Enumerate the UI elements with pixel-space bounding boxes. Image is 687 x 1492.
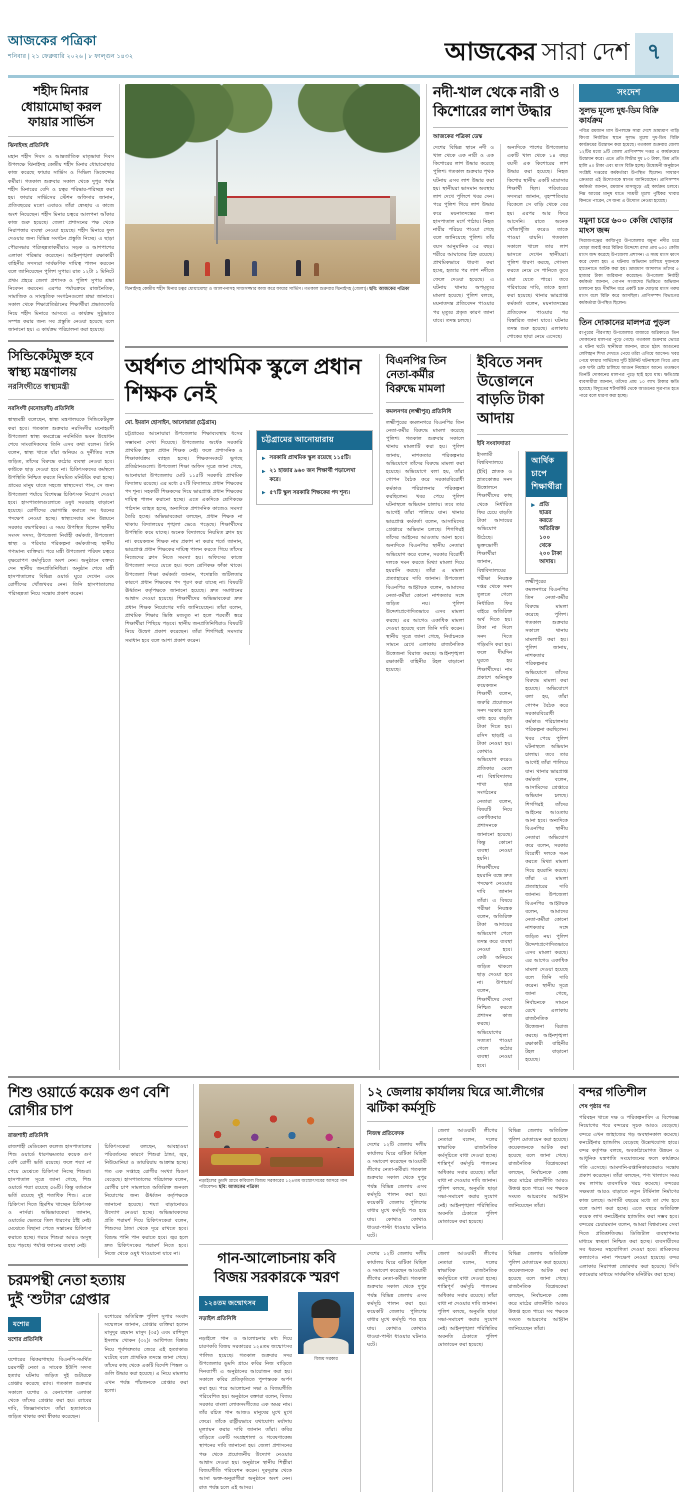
- column-bottom-right: [574, 1084, 679, 1492]
- story-primary-schools: [125, 354, 379, 1070]
- infobox-header: আর্থিক চাপে শিক্ষার্থীরা: [526, 452, 567, 497]
- infobox-item: ৫৭টি স্কুল সরকারি শিক্ষকের পদ শূন্য।: [262, 489, 368, 497]
- headline-line1: গান-আলোচনায় কবি: [217, 1251, 336, 1268]
- story-shooter-arrest: [8, 1272, 188, 1421]
- story-columns: [8, 1143, 188, 1259]
- portrait-caption: বিজয় সরকার: [314, 1356, 338, 1361]
- publication-date: শনিবার | ২১ ফেব্রুয়ারি ২০২৬ | ৮ ফাল্গুন ১৪৩২: [8, 53, 134, 61]
- article-body: লক্ষ্মীপুরের কমলনগরে বিএনপির তিন নেতা-কর্মীর বিরুদ্ধে মামলা করেছে পুলিশ। গতকাল শুক্রবার সকালে থানায় মামলাটি করা হয়। পুলিশ জানায়, নাশকতার পরিকল্পনার অভিযোগে তাঁদের বিরুদ্ধে মামলা করা হয়েছে। অভিযোগে বলা হয়, তাঁরা গোপন বৈঠক করে সরকারবিরোধী কর্মকাণ্ড পরিচালনার পরিকল্পনা করছিলেন। খবর পেয়ে পুলিশ ঘটনাস্থলে অভিযান চালায়। তবে তার আগেই তাঁরা পালিয়ে যান। থানার ভারপ্রাপ্ত কর্মকর্তা বলেন, আসামিদের গ্রেপ্তারে অভিযান চলছে। শিগগিরই তাঁদের আইনের আওতায় আনা হবে। অন্যদিকে বিএনপির স্থানীয় নেতারা অভিযোগ করে বলেন, সরকার বিরোধী দলকে দমন করতে মিথ্যা মামলা দিয়ে হয়রানি করছে। তাঁরা এ মামলা প্রত্যাহারের দাবি জানান। উপজেলা বিএনপির আহ্বায়ক বলেন, আমাদের নেতা-কর্মীরা কোনো নাশকতার সঙ্গে জড়িত নয়। পুলিশ উদ্দেশ্যপ্রণোদিতভাবে এসব মামলা করছে। এর আগেও একাধিক মামলা দেওয়া হয়েছে বলে তিনি দাবি করেন। স্থানীয় সূত্রে জানা গেছে, নির্বাচনকে সামনে রেখে এলাকায় রাজনৈতিক উত্তেজনা বিরাজ করছে। আইনশৃঙ্খলা রক্ষাকারী বাহিনীর টহল বাড়ানো হয়েছে।: [386, 419, 464, 674]
- divider: [8, 340, 114, 342]
- sidebar-sangbad: [574, 84, 679, 1070]
- sidebar-item-body: রংপুরের পীরগাছা উপজেলার বাজারে অগ্নিকাণ্ডে তিন দোকানের মালপত্র পুড়ে গেছে। গতকাল শুক্রবার ভোরে এ ঘটনা ঘটে। স্থানীয়রা জানান, রাতে হঠাৎ আগুনের লেলিহান শিখা দেখতে পেয়ে তাঁরা এগিয়ে আসেন। খবর পেয়ে ফায়ার সার্ভিসের দুটি ইউনিট ঘটনাস্থলে গিয়ে প্রায় এক ঘণ্টা চেষ্টা চালিয়ে আগুন নিয়ন্ত্রণে আনে। ততক্ষণে তিনটি দোকানের মালপত্র পুড়ে ছাই হয়ে যায়। ক্ষতিগ্রস্ত ব্যবসায়ীরা জানান, তাঁদের প্রায় ১০ লাখ টাকার ক্ষতি হয়েছে। বিদ্যুতের শর্টসার্কিট থেকে আগুনের সূত্রপাত হতে পারে বলে ধারণা করা হচ্ছে।: [579, 330, 679, 399]
- article-body-col2: চিকিৎসকেরা বলছেন, আবহাওয়া পরিবর্তনের কারণে শিশুরা ঠান্ডা, জ্বর, নিউমোনিয়া ও ডায়রিয়ায় আক্রান্ত হচ্ছে। গত এক সপ্তাহে রোগীর সংখ্যা দ্বিগুণ বেড়েছে। হাসপাতালের পরিচালক বলেন, রোগীর চাপ সামলাতে অতিরিক্ত জনবল নিয়োগের জন্য ঊর্ধ্বতন কর্তৃপক্ষকে জানানো হয়েছে। শয্যা বাড়ানোরও উদ্যোগ নেওয়া হচ্ছে। অভিভাবকদের প্রতি পরামর্শ দিয়ে চিকিৎসকেরা বলেন, শিশুদের ঠান্ডা থেকে দূরে রাখতে হবে। বিশুদ্ধ পানি পান করাতে হবে। জ্বর হলে দ্রুত চিকিৎসকের পরামর্শ নিতে হবে। নিজে থেকে ওষুধ খাওয়ানো যাবে না।: [104, 1143, 188, 1258]
- story-columns: [477, 451, 568, 1070]
- masthead: [8, 30, 679, 76]
- headline-line2: দুই ‘শুটার’ গ্রেপ্তার: [8, 1291, 110, 1308]
- story-columns: [433, 144, 568, 342]
- article-body-col1: ইসলামী বিশ্ববিদ্যালয়ে (ইবি) স্নাতক ও স্নাতকোত্তর সনদ উত্তোলনে শিক্ষার্থীদের কাছ থেকে নির্ধারিত ফির চেয়ে বাড়তি টাকা আদায়ের অভিযোগ উঠেছে। ভুক্তভোগী শিক্ষার্থীরা জানান, বিশ্ববিদ্যালয়ের পরীক্ষা নিয়ন্ত্রক দপ্তর থেকে সনদ তুলতে গেলে নির্ধারিত ফির বাইরে অতিরিক্ত অর্থ দিতে হয়। টাকা না দিলে সনদ দিতে গড়িমসি করা হয়। ফলে দীর্ঘদিন ঘুরতে হয় শিক্ষার্থীদের। নাম প্রকাশে অনিচ্ছুক কয়েকজন শিক্ষার্থী বলেন, জরুরি প্রয়োজনে সনদ দরকার হলে বাধ্য হয়ে বাড়তি টাকা দিতে হয়। রসিদ ছাড়াই এ টাকা নেওয়া হয়। কোথাও অভিযোগ করেও প্রতিকার মেলে না। বিশ্ববিদ্যালয় শাখা ছাত্র সংগঠনের নেতারা বলেন, বিষয়টি নিয়ে একাধিকবার প্রশাসনকে জানানো হয়েছে। কিন্তু কোনো ব্যবস্থা নেওয়া হয়নি। শিক্ষার্থীদের হয়রানি বন্ধে দ্রুত পদক্ষেপ নেওয়ার দাবি জানান তাঁরা। এ বিষয়ে পরীক্ষা নিয়ন্ত্রক বলেন, অতিরিক্ত টাকা আদায়ের অভিযোগ পেলে তদন্ত করে ব্যবস্থা নেওয়া হবে। কেউ অনিয়মে জড়িত থাকলে ছাড় দেওয়া হবে না। উপাচার্য বলেন, শিক্ষার্থীদের সেবা নিশ্চিত করতে প্রশাসন কাজ করছে। অভিযোগের সত্যতা পাওয়া গেলে কঠোর ব্যবস্থা নেওয়া হবে।: [477, 452, 513, 1069]
- story-awami-program: [361, 1084, 568, 1241]
- headline: নদী-খাল থেকে নারী ও কিশোরের লাশ উদ্ধার: [433, 85, 560, 120]
- photo-shahid-minar: [125, 84, 420, 284]
- article-body-col: [125, 430, 243, 645]
- page-number: ৭: [635, 33, 673, 75]
- headline: শিশু ওয়ার্ডে কয়েক গুণ বেশি রোগীর চাপ: [8, 1084, 170, 1120]
- top-block: [125, 84, 568, 342]
- headline: বিএনপির তিন নেতা-কর্মীর বিরুদ্ধে মামলা: [386, 354, 447, 396]
- awami-continuation: [361, 1250, 568, 1491]
- sidebar-item-title: সুলভ মূল্যে দুধ-ডিম বিক্রি কার্যক্রম: [579, 106, 659, 125]
- photo-poet-portrait: [298, 1292, 354, 1354]
- column-left: [8, 84, 119, 1070]
- byline: শেষ পৃষ্ঠার পর: [579, 1104, 610, 1111]
- article-body-cont1: দেশের ১২টি জেলায় দলীয় কার্যালয় ঘিরে ঝটিকা মিছিল ও সমাবেশ করেছেন আওয়ামী লীগের নেতা-কর্মীরা। গতকাল শুক্রবার সকাল থেকে দুপুর পর্যন্ত বিভিন্ন জেলায় এসব কর্মসূচি পালন করা হয়। কয়েকটি জেলায় পুলিশের বাধার মুখে কর্মসূচি পণ্ড হয়ে যায়। কোথাও কোথাও ধাওয়া-পাল্টা ধাওয়ার ঘটনাও ঘটে।: [367, 1251, 427, 1349]
- infobox-item: ২১ হাজার ৯৬০ জন শিক্ষার্থী পড়ালেখা করে।: [262, 467, 368, 483]
- sidebar-item-body: সিরাজগঞ্জের কাজিপুর উপজেলার যমুনা নদীর চরে ঘোড়া জবাই করে বিক্রির উদ্দেশ্যে রাখা প্রায় ৬০০ কেজি মাংস জব্দ করেছে উপজেলা প্রশাসন। এ সময় মাংস ধ্বংস করে ফেলা হয়। এ ঘটনায় অভিযান চালিয়ে দুজনকে হাতেনাতে আটক করা হয়। ভ্রাম্যমাণ আদালত তাঁদের ৫ হাজার টাকা জরিমানা করেছেন। উপজেলা নির্বাহী কর্মকর্তা জানান, গোপন সংবাদের ভিত্তিতে অভিযান চালানো হয়। দীর্ঘদিন ধরে একটি চক্র ঘোড়ার মাংস গরুর মাংস বলে বিক্রি করে আসছিল। প্রাণিসম্পদ বিভাগের কর্মকর্তারা উপস্থিত ছিলেন।: [579, 237, 679, 306]
- story-columns: [367, 1127, 568, 1240]
- article-body-col1: নিজস্ব প্রতিবেদক দেশের ১২টি জেলায় দলীয় কার্যালয় ঘিরে ঝটিকা মিছিল ও সমাবেশ করেছেন আওয়ামী লীগের নেতা-কর্মীরা। গতকাল শুক্রবার সকাল থেকে দুপুর পর্যন্ত বিভিন্ন জেলায় এসব কর্মসূচি পালন করা হয়। কয়েকটি জেলায় পুলিশের বাধার মুখে কর্মসূচি পণ্ড হয়ে যায়। কোথাও কোথাও ধাওয়া-পাল্টা ধাওয়ার ঘটনাও ঘটে।: [367, 1131, 427, 1240]
- article-body-cont3: বিভিন্ন জেলায় অতিরিক্ত পুলিশ মোতায়েন করা হয়েছে। কয়েকজনকে আটক করা হয়েছে বলে জানা গেছে। রাজনৈতিক বিশ্লেষকেরা বলছেন, নির্বাচনকে কেন্দ্র করে মাঠের রাজনীতি আরও উত্তপ্ত হতে পারে। সব পক্ষকে সংযত আচরণের আহ্বান জানিয়েছেন তাঁরা।: [508, 1251, 569, 1332]
- byline: নিজস্ব প্রতিবেদক: [367, 1131, 405, 1138]
- column-bottom-center: [194, 1084, 573, 1492]
- infobox-item: প্রতি ছাত্রর করতে অতিরিক্ত ১০০ থেকে ২০০ টাকা আদায়।: [531, 501, 562, 566]
- sidebar-item-title: যমুনা চরে ৬০০ কেজি ঘোড়ার মাংস জব্দ: [579, 215, 673, 235]
- divider: [125, 346, 568, 348]
- infobox-col: [256, 430, 374, 645]
- byline: নরসিংদী (মনোহরদী) প্রতিনিধি: [8, 406, 75, 413]
- infobox-header: চট্টগ্রামের আনোয়ারায়: [257, 431, 373, 450]
- story-river-bodies: [427, 84, 568, 342]
- infobox-col: [525, 451, 568, 1070]
- byline: আজকের পত্রিকা ডেস্ক: [433, 133, 483, 140]
- headline: ইবিতে সনদ উত্তোলনে বাড়তি টাকা আদায়: [477, 354, 544, 428]
- sidebar-item: [579, 318, 679, 400]
- photo-caption: ঝিনাইদহ কেন্দ্রীয় শহীদ মিনার চত্বর ধোয়ামোছা ও আলপনাসহ সাজসজ্জার কাজ করে ফায়ার সার্ভিস। গতকাল শুক্রবার ঝিনাইদহ (জেলা)। ছবি: আজকের পত্রিকা: [125, 286, 410, 291]
- page-body: [8, 84, 679, 1070]
- byline: নড়াইল প্রতিনিধি: [199, 1316, 237, 1322]
- story-columns: [8, 1313, 188, 1422]
- main-photo-block: [125, 84, 426, 342]
- article-body-col2: যশোরের অতিরিক্ত পুলিশ সুপার সংবাদ সম্মেলনে জানান, গ্রেপ্তার ব্যক্তিরা হলেন মাসুদুর রহমান মাসুদ (৩৫) এবং রাশিদুল ইসলাম খোকন (৩২)। আধিপত্য বিস্তার নিয়ে পূর্বশত্রুতার জেরে এই হত্যাকাণ্ড ঘটেছে বলে প্রাথমিক তদন্তে জানা গেছে। তাঁদের কাছ থেকে একটি বিদেশি পিস্তল ও গুলি উদ্ধার করা হয়েছে। এ নিয়ে মামলায় এখন পর্যন্ত পাঁচজনকে গ্রেপ্তার করা হলো।: [104, 1313, 188, 1394]
- article-body: পরিবহন খাতে দক্ষ ও পরিকল্পনাবিদ এ বিশেষজ্ঞ নিয়োগের পরে বন্দরের সূচক আরও বেড়েছে। বন্দরে এখন জাহাজের গড় অবস্থানকাল কমেছে। কনটেইনার হ্যান্ডলিং বেড়েছে উল্লেখযোগ্য হারে। বন্দর কর্তৃপক্ষ বলছে, অবকাঠামোগত উন্নয়ন ও আধুনিক যন্ত্রপাতি সংযোজনের ফলে কার্যক্রমে গতি এসেছে। আমদানি-রপ্তানিকারকেরাও সন্তোষ প্রকাশ করেছেন। তাঁরা বলছেন, পণ্য খালাসে সময় কম লাগায় ব্যবসায়িক খরচ কমেছে। বন্দরের সক্ষমতা আরও বাড়াতে নতুন টার্মিনাল নির্মাণের কাজ চলছে। আগামী বছরের মধ্যে তা শেষ হবে বলে আশা করা হচ্ছে। এতে বছরে অতিরিক্ত কয়েক লাখ কনটেইনার হ্যান্ডলিং করা সম্ভব হবে। বন্দরের চেয়ারম্যান বলেন, আমরা বিশ্বমানের সেবা দিতে প্রতিশ্রুতিবদ্ধ। ডিজিটাল ব্যবস্থাপনার মাধ্যমে স্বচ্ছতা নিশ্চিত করা হচ্ছে। ব্যবসায়ীদের সব ধরনের সহযোগিতা দেওয়া হবে। শ্রমিকদের কল্যাণেও নানা পদক্ষেপ নেওয়া হয়েছে। বন্দর এলাকার নিরাপত্তা জোরদার করা হয়েছে। সিসি ক্যামেরার মাধ্যমে সার্বক্ষণিক মনিটরিং করা হচ্ছে।: [579, 1115, 679, 1278]
- story-bnp-case: [380, 354, 470, 1070]
- headline: শহীদ মিনার ধোয়ামোছা করল ফায়ার সার্ভিস: [20, 84, 102, 130]
- byline: ঝিনাইদহ প্রতিনিধি: [8, 142, 49, 149]
- newspaper-page: [0, 30, 687, 1491]
- masthead-rule: [8, 75, 679, 78]
- byline: যশোর প্রতিনিধি: [8, 1336, 43, 1343]
- story-shahid-minar: [8, 84, 114, 334]
- photo-caption: নড়াইলের ডুমদি গ্রামে কবিয়াল বিজয় সরকারের ১২৪তম জন্মোৎসবের আসরে গান পরিবেশন। ছবি: আজকের পত্রিকা: [199, 1177, 348, 1189]
- event-tag: ১২৪তম জন্মোৎসব: [199, 1296, 268, 1311]
- article-body-col1: রাজশাহী মেডিকেল কলেজ হাসপাতালের শিশু ওয়ার্ডে ধারণক্ষমতার কয়েক গুণ বেশি রোগী ভর্তি রয়েছে। ফলে শয্যা না পেয়ে মেঝেতে চিকিৎসা নিচ্ছে শিশুরা। হাসপাতাল সূত্রে জানা গেছে, শিশু ওয়ার্ডে শয্যা রয়েছে ৫৬টি। কিন্তু বর্তমানে ভর্তি রয়েছে দুই শতাধিক শিশু। এতে চিকিৎসা দিতে হিমশিম খাচ্ছেন চিকিৎসক ও নার্সরা। অভিভাবকেরা জানান, ওয়ার্ডের ভেতরে তিল ধারণের ঠাঁই নেই। মেঝেতে বিছানা পেতে সন্তানের চিকিৎসা করাতে হচ্ছে। গরমে শিশুরা আরও অসুস্থ হয়ে পড়ছে। পর্যাপ্ত ফ্যানের ব্যবস্থা নেই।: [8, 1143, 92, 1249]
- infobox-body: [526, 497, 567, 573]
- story-poet-remembrance: [199, 1250, 568, 1491]
- photo-poet-festival: [199, 1084, 354, 1176]
- column-center: [120, 84, 573, 1070]
- sidebar-item-title: তিন দোকানের মালপত্র পুড়ল: [579, 318, 670, 328]
- story-ibi-certificate: [471, 354, 568, 1070]
- infobox-body: [257, 450, 373, 503]
- byline: ইবি সংবাদদাতা: [477, 441, 511, 448]
- article-body-col3: বিভিন্ন জেলায় অতিরিক্ত পুলিশ মোতায়েন করা হয়েছে। কয়েকজনকে আটক করা হয়েছে বলে জানা গেছে। রাজনৈতিক বিশ্লেষকেরা বলছেন, নির্বাচনকে কেন্দ্র করে মাঠের রাজনীতি আরও উত্তপ্ত হতে পারে। সব পক্ষকে সংযত আচরণের আহ্বান জানিয়েছেন তাঁরা।: [508, 1128, 569, 1209]
- infobox-item: সরকারি প্রাথমিক স্কুল রয়েছে ১১৫টি।: [262, 454, 368, 462]
- poet-portrait-col: [298, 1292, 354, 1492]
- section-title-light: সারা দেশ: [541, 38, 629, 66]
- masthead-left: [8, 30, 258, 62]
- section-title-area: [258, 30, 679, 75]
- column-bottom-left: [8, 1084, 193, 1492]
- section-divider: [8, 1076, 679, 1078]
- middle-block: [125, 354, 568, 1070]
- publication-name: আজকের পত্রিকা: [8, 33, 97, 48]
- photo-block-poet: [199, 1084, 360, 1241]
- headline: ১২ জেলায় কার্যালয় ঘিরে আ.লীগের ঝটিকা কর্মসূচি: [367, 1084, 544, 1116]
- bottom-body: [8, 1084, 679, 1492]
- article-body: স্বাস্থ্যমন্ত্রী বলেছেন, স্বাস্থ্য মন্ত্রণালয়কে সিন্ডিকেটমুক্ত করা হবে। গতকাল শুক্রবার নরসিংদীর মনোহরদী উপজেলা স্বাস্থ্য কমপ্লেক্সে নবনির্মিত ভবন উদ্বোধন শেষে সাংবাদিকদের তিনি এসব কথা বলেন। তিনি বলেন, স্বাস্থ্য খাতে যাঁরা অনিয়ম ও দুর্নীতির সঙ্গে জড়িত, তাঁদের বিরুদ্ধে কঠোর ব্যবস্থা নেওয়া হবে। কাউকে ছাড় দেওয়া হবে না। চিকিৎসকদের কর্মস্থলে উপস্থিতি নিশ্চিত করতে নিয়মিত মনিটরিং করা হচ্ছে। গ্রামের মানুষ যাতে সহজে স্বাস্থ্যসেবা পান, সে জন্য উপজেলা পর্যায়ে বিশেষজ্ঞ চিকিৎসক নিয়োগ দেওয়া হবে। হাসপাতালগুলোতে ওষুধ সরবরাহ বাড়ানো হয়েছে। রোগীদের ভোগান্তি কমাতে সব ধরনের পদক্ষেপ নেওয়া হচ্ছে। স্বাস্থ্যসেবার মান উন্নয়নে সরকার বদ্ধপরিকর। এ সময় উপস্থিত ছিলেন স্থানীয় সংসদ সদস্য, উপজেলা নির্বাহী কর্মকর্তা, উপজেলা স্বাস্থ্য ও পরিবার পরিকল্পনা কর্মকর্তাসহ স্থানীয় গণ্যমান্য ব্যক্তিরা। পরে মন্ত্রী উপজেলা পরিষদ চত্বরে বৃক্ষরোপণ কর্মসূচিতে অংশ নেন। অনুষ্ঠানে বক্তব্য দেন স্থানীয় জনপ্রতিনিধিরা। অনুষ্ঠান শেষে মন্ত্রী হাসপাতালের বিভিন্ন ওয়ার্ড ঘুরে দেখেন এবং রোগীদের খোঁজখবর নেন। তিনি হাসপাতালের পরিচ্ছন্নতা নিয়ে সন্তোষ প্রকাশ করেন।: [8, 417, 114, 597]
- poet-text-col: [199, 1292, 292, 1492]
- article-body-cont: লক্ষ্মীপুরের কমলনগরে বিএনপির তিন নেতা-কর্মীর বিরুদ্ধে মামলা করেছে পুলিশ। গতকাল শুক্রবার সকালে থানায় মামলাটি করা হয়। পুলিশ জানায়, নাশকতার পরিকল্পনার অভিযোগে তাঁদের বিরুদ্ধে মামলা করা হয়েছে। অভিযোগে বলা হয়, তাঁরা গোপন বৈঠক করে সরকারবিরোধী কর্মকাণ্ড পরিচালনার পরিকল্পনা করছিলেন। খবর পেয়ে পুলিশ ঘটনাস্থলে অভিযান চালায়। তবে তার আগেই তাঁরা পালিয়ে যান। থানার ভারপ্রাপ্ত কর্মকর্তা বলেন, আসামিদের গ্রেপ্তারে অভিযান চলছে। শিগগিরই তাঁদের আইনের আওতায় আনা হবে। অন্যদিকে বিএনপির স্থানীয় নেতারা অভিযোগ করে বলেন, সরকার বিরোধী দলকে দমন করতে মিথ্যা মামলা দিয়ে হয়রানি করছে। তাঁরা এ মামলা প্রত্যাহারের দাবি জানান। উপজেলা বিএনপির আহ্বায়ক বলেন, আমাদের নেতা-কর্মীরা কোনো নাশকতার সঙ্গে জড়িত নয়। পুলিশ উদ্দেশ্যপ্রণোদিতভাবে এসব মামলা করছে। এর আগেও একাধিক মামলা দেওয়া হয়েছে বলে তিনি দাবি করেন। স্থানীয় সূত্রে জানা গেছে, নির্বাচনকে সামনে রেখে এলাকায় রাজনৈতিক উত্তেজনা বিরাজ করছে। আইনশৃঙ্খলা রক্ষাকারী বাহিনীর টহল বাড়ানো হয়েছে।: [525, 578, 568, 1064]
- headline: বন্দর গতিশীল: [579, 1084, 647, 1099]
- article-body-cont2: জেলা আওয়ামী লীগের নেতারা বলেন, দলের স্বাভাবিক রাজনৈতিক কর্মসূচিতে বাধা দেওয়া হচ্ছে। শান্তিপূর্ণ কর্মসূচি পালনের অধিকার সবার রয়েছে। তাঁরা বাধা না দেওয়ার দাবি জানান। পুলিশ বলছে, অনুমতি ছাড়া সভা-সমাবেশ করার সুযোগ নেই। আইনশৃঙ্খলা পরিস্থিতির অবনতি ঠেকাতে পুলিশ মোতায়েন করা হয়েছে।: [437, 1251, 498, 1349]
- article-body: চট্টগ্রামের আনোয়ারা উপজেলার শিক্ষাব্যবস্থায় ধসের সম্ভাবনা দেখা দিয়েছে। উপজেলার অর্ধেক সরকারি প্রাথমিক স্কুলে প্রধান শিক্ষক নেই। ফলে প্রশাসনিক ও শিক্ষাকার্যক্রম ব্যাহত হচ্ছে। শিক্ষকসংকটে ভুগছে প্রতিষ্ঠানগুলো। উপজেলা শিক্ষা অফিস সূত্রে জানা গেছে, আনোয়ারা উপজেলায় মোট ১১৫টি সরকারি প্রাথমিক বিদ্যালয় রয়েছে। এর মধ্যে ৫৭টি বিদ্যালয়ে প্রধান শিক্ষকের পদ শূন্য। সহকারী শিক্ষকদের দিয়ে ভারপ্রাপ্ত প্রধান শিক্ষকের দায়িত্ব পালন করানো হচ্ছে। এতে একদিকে শ্রেণিকক্ষে পাঠদান ব্যাহত হচ্ছে, অন্যদিকে প্রশাসনিক কাজেও সমস্যা তৈরি হচ্ছে। অভিভাবকেরা বলছেন, প্রধান শিক্ষক না থাকায় বিদ্যালয়ের শৃঙ্খলা ভেঙে পড়েছে। শিক্ষার্থীদের উপস্থিতি কমে যাচ্ছে। অনেক বিদ্যালয়ে নিয়মিত ক্লাস হয় না। কয়েকজন শিক্ষক নাম প্রকাশ না করার শর্তে জানান, ভারপ্রাপ্ত প্রধান শিক্ষকের দায়িত্ব পালন করতে গিয়ে তাঁদের নিজেদের ক্লাস নিতে সমস্যা হয়। অফিসের কাজে উপজেলা সদরে যেতে হয়। ফলে শ্রেণিকক্ষ ফাঁকা থাকে। উপজেলা শিক্ষা কর্মকর্তা জানান, পদোন্নতি জটিলতার কারণে প্রধান শিক্ষকের পদ পূরণ করা যাচ্ছে না। বিষয়টি ঊর্ধ্বতন কর্তৃপক্ষকে জানানো হয়েছে। দ্রুত সমাধানের আশ্বাস দেওয়া হয়েছে। শিক্ষার্থীদের অভিভাবকেরা দ্রুত প্রধান শিক্ষক নিয়োগের দাবি জানিয়েছেন। তাঁরা বলেন, প্রাথমিক শিক্ষার ভিত্তি মজবুত না হলে পরবর্তী স্তরে শিক্ষার্থীরা পিছিয়ে পড়বে। স্থানীয় জনপ্রতিনিধিরাও বিষয়টি নিয়ে উদ্বেগ প্রকাশ করেছেন। তাঁরা শিগগিরই সমস্যার সমাধান হবে বলে আশা প্রকাশ করেন।: [125, 431, 243, 644]
- subheadline: নরসিংদীতে স্বাস্থ্যমন্ত্রী: [8, 382, 70, 392]
- story-columns: [125, 430, 373, 645]
- section-title-bold: আজকের: [444, 38, 536, 66]
- byline: কমলনগর (লক্ষ্মীপুর) প্রতিনিধি: [386, 408, 452, 415]
- sidebar-header: সংদেশ: [579, 84, 679, 102]
- headline-line2: বিজয় সরকারকে স্মরণ: [214, 1270, 339, 1287]
- photo-credit: ছবি: আজকের পত্রিকা: [369, 286, 410, 291]
- sidebar-item: [579, 106, 679, 205]
- article-body-col2: অন্যদিকে পাশের উপজেলার একটি খাল থেকে ১৪ বছর বয়সী এক কিশোরের লাশ উদ্ধার করা হয়েছে। নিহত কিশোর স্থানীয় একটি মাদ্রাসার শিক্ষার্থী ছিল। পরিবারের সদস্যরা জানান, বৃহস্পতিবার বিকেলে সে বাড়ি থেকে বের হয়। এরপর আর ফিরে আসেনি। রাতে অনেক খোঁজাখুঁজি করেও তাকে পাওয়া যায়নি। গতকাল সকালে খালে তার লাশ ভাসতে দেখেন স্থানীয়রা। পুলিশ ধারণা করছে, গোসল করতে নেমে সে পানিতে ডুবে মারা যেতে পারে। তবে পরিবারের দাবি, তাকে হত্যা করা হয়েছে। থানার ভারপ্রাপ্ত কর্মকর্তা বলেন, ময়নাতদন্তের প্রতিবেদন পাওয়ার পর বিস্তারিত জানা যাবে। ঘটনার তদন্ত শুরু হয়েছে। এলাকায় শোকের ছায়া নেমে এসেছে।: [507, 144, 568, 341]
- headline: অর্ধশত প্রাথমিক স্কুলে প্রধান শিক্ষক নেই: [125, 353, 362, 406]
- headline-line1: চরমপন্থী নেতা হত্যায়: [8, 1273, 126, 1290]
- divider: [199, 1244, 568, 1245]
- sidebar-item-body: পবিত্র রমজান মাস উপলক্ষে সারা দেশে ভ্রাম্যমাণ গাড়ি কিংবা নির্ধারিত স্থানে সুলভ মূল্যে দুধ-ডিম বিক্রি কার্যক্রমের উদ্বোধন করা হয়েছে। গতকাল শুক্রবার জেলা ১২টির মধ্যে ৯টি জেলা প্রাণিসম্পদ দপ্তর এ কার্যক্রমের উদ্বোধন করে। এতে প্রতি লিটার দুধ ৮০ টাকা, ডিম প্রতি হালি ৪০ টাকা এবং মাংস বিক্রি হচ্ছে। উদ্বোধনী অনুষ্ঠানে সংশ্লিষ্ট দপ্তরের কর্মকর্তারা উপস্থিত ছিলেন। সাধারণ ক্রেতারা এই উদ্যোগকে স্বাগত জানিয়েছেন। প্রাণিসম্পদ কর্মকর্তা জানান, রমজান মাসজুড়ে এই কার্যক্রম চলবে। নিম্ন আয়ের মানুষ যাতে সাশ্রয়ী মূল্যে পুষ্টিকর খাবার কিনতে পারেন, সে জন্য এ উদ্যোগ নেওয়া হয়েছে।: [579, 128, 679, 203]
- infobox-student-cost: [525, 451, 568, 574]
- article-body-col1: [8, 1313, 92, 1422]
- story-health-ministry: [8, 348, 114, 598]
- byline: মো. ইমরান হোসাইন, আনোয়ারা (চট্টগ্রাম): [125, 420, 217, 427]
- article-body-col2: জেলা আওয়ামী লীগের নেতারা বলেন, দলের স্বাভাবিক রাজনৈতিক কর্মসূচিতে বাধা দেওয়া হচ্ছে। শান্তিপূর্ণ কর্মসূচি পালনের অধিকার সবার রয়েছে। তাঁরা বাধা না দেওয়ার দাবি জানান। পুলিশ বলছে, অনুমতি ছাড়া সভা-সমাবেশ করার সুযোগ নেই। আইনশৃঙ্খলা পরিস্থিতির অবনতি ঠেকাতে পুলিশ মোতায়েন করা হয়েছে।: [437, 1128, 498, 1226]
- infobox-anowara: [256, 430, 374, 504]
- article-body: যশোরের ঝিকরগাছায় বিএনপি-সমর্থিত চরমপন্থী নেতা ও সাবেক ইউপি সদস্য হত্যার ঘটনায় জড়িত দুই শুটারকে গ্রেপ্তার করেছে র‍্যাব। গতকাল শুক্রবার সকালে যশোর ও বেনাপোল এলাকা থেকে তাঁদের গ্রেপ্তার করা হয়। র‍্যাবের দাবি, জিজ্ঞাসাবাদে তাঁরা হত্যাকাণ্ডে জড়িত থাকার কথা স্বীকার করেছেন।: [8, 1356, 92, 1421]
- byline: রাজশাহী প্রতিনিধি: [8, 1132, 49, 1139]
- story-child-ward: [8, 1084, 188, 1259]
- story-port: [579, 1084, 679, 1279]
- article-body: নড়াইলে গান ও আলোচনার মধ্য দিয়ে চারণকবি বিজয় সরকারের ১২৪তম জন্মোৎসব পালিত হয়েছে। গতকাল শুক্রবার সদর উপজেলার ডুমদি গ্রামে কবির নিজ বাড়িতে দিনব্যাপী এ অনুষ্ঠানের আয়োজন করা হয়। সকালে কবির প্রতিকৃতিতে পুষ্পস্তবক অর্পণ করা হয়। পরে আলোচনা সভা ও বিজয়গীতি পরিবেশিত হয়। অনুষ্ঠানে বক্তারা বলেন, বিজয় সরকার বাংলা লোকসংগীতের এক অমর নাম। তাঁর রচিত গান আজও মানুষের মুখে মুখে ফেরে। তাঁকে রাষ্ট্রীয়ভাবে যথাযোগ্য মর্যাদায় মূল্যায়ন করার দাবি জানান তাঁরা। কবির বাড়িতে একটি সংগ্রহশালা ও গবেষণাকেন্দ্র স্থাপনের দাবি জানানো হয়। জেলা প্রশাসনের পক্ষ থেকে প্রয়োজনীয় উদ্যোগ নেওয়ার আশ্বাস দেওয়া হয়। অনুষ্ঠানে স্থানীয় শিল্পীরা বিজয়গীতি পরিবেশন করেন। দূরদূরান্ত থেকে আসা ভক্ত-অনুরাগীরা অনুষ্ঠানে অংশ নেন। রাত পর্যন্ত চলে এই আসর।: [199, 1336, 292, 1491]
- sidebar-item: [579, 216, 679, 308]
- bottom-top-block: [199, 1084, 568, 1241]
- photo-credit: ছবি: আজকের পত্রিকা: [218, 1183, 259, 1189]
- divider: [8, 1264, 188, 1266]
- headline: সিন্ডিকেটমুক্ত হবে স্বাস্থ্য মন্ত্রণালয়: [8, 349, 94, 380]
- poet-headline-block: [199, 1250, 360, 1491]
- article-body-col1: দেশের বিভিন্ন স্থানে নদী ও খাল থেকে এক নারী ও এক কিশোরের লাশ উদ্ধার করেছে পুলিশ। গতকাল শুক্রবার পৃথক ঘটনায় এসব লাশ উদ্ধার করা হয়। স্থানীয়রা ভাসমান অবস্থায় লাশ দেখে পুলিশে খবর দেন। পরে পুলিশ গিয়ে লাশ উদ্ধার করে ময়নাতদন্তের জন্য হাসপাতাল মর্গে পাঠায়। নিহত নারীর পরিচয় পাওয়া গেছে বলে জানিয়েছে পুলিশ। তাঁর বয়স আনুমানিক ৩৫ বছর। শরীরে আঘাতের চিহ্ন রয়েছে। প্রাথমিকভাবে ধারণা করা হচ্ছে, হত্যার পর লাশ নদীতে ফেলে দেওয়া হয়েছে। এ ঘটনায় থানায় অপমৃত্যুর মামলা হয়েছে। পুলিশ বলছে, ময়নাতদন্ত প্রতিবেদন পাওয়ার পর মৃত্যুর প্রকৃত কারণ জানা যাবে। তদন্ত চলছে।: [433, 144, 494, 324]
- location-tag: যশোর: [8, 1317, 41, 1332]
- poet-sub-block: [199, 1292, 354, 1492]
- article-body: মহান শহীদ দিবস ও আন্তর্জাতিক মাতৃভাষা দিবস উপলক্ষে ঝিনাইদহ কেন্দ্রীয় শহীদ মিনার ধোয়ামোছার কাজ করেছে ফায়ার সার্ভিস ও সিভিল ডিফেন্সের কর্মীরা। গতকাল শুক্রবার সকাল থেকে দুপুর পর্যন্ত শহীদ মিনারের বেদি ও চত্বর পরিষ্কার-পরিচ্ছন্ন করা হয়। ফায়ার সার্ভিসের স্টেশন অফিসার জানান, প্রতিবছরের মতো এবারও তাঁরা স্বেচ্ছায় এ কাজে অংশ নিয়েছেন। শহীদ মিনার চত্বরে আলপনা আঁকার কাজ শুরু হয়েছে। জেলা প্রশাসনের পক্ষ থেকে নিরাপত্তার ব্যবস্থা নেওয়া হয়েছে। শহীদ মিনারে ফুল দেওয়ার জন্য বিভিন্ন সংগঠন প্রস্তুতি নিচ্ছে। এ ছাড়া পৌরসভার পরিচ্ছন্নতাকর্মীরাও সড়ক ও আশপাশের এলাকা পরিষ্কার করেছেন। আইনশৃঙ্খলা রক্ষাকারী বাহিনীর সদস্যরা সার্বক্ষণিক দায়িত্ব পালন করবেন বলে জানিয়েছেন পুলিশ সুপার। রাত ১২টা ১ মিনিটে প্রথম প্রহরে জেলা প্রশাসক ও পুলিশ সুপার শ্রদ্ধা নিবেদন করবেন। এরপর পর্যায়ক্রমে রাজনৈতিক, সামাজিক ও সাংস্কৃতিক সংগঠনগুলো শ্রদ্ধা জানাবে। সকাল থেকে শিক্ষাপ্রতিষ্ঠানের শিক্ষার্থীরা প্রভাতফেরি নিয়ে শহীদ মিনারে আসবে। এ কার্যক্রম সুষ্ঠুভাবে সম্পন্ন করার জন্য সব প্রস্তুতি নেওয়া হয়েছে বলে জানানো হয়। এ কার্যক্রম পরিচালনা করা হয়েছে।: [8, 153, 114, 334]
